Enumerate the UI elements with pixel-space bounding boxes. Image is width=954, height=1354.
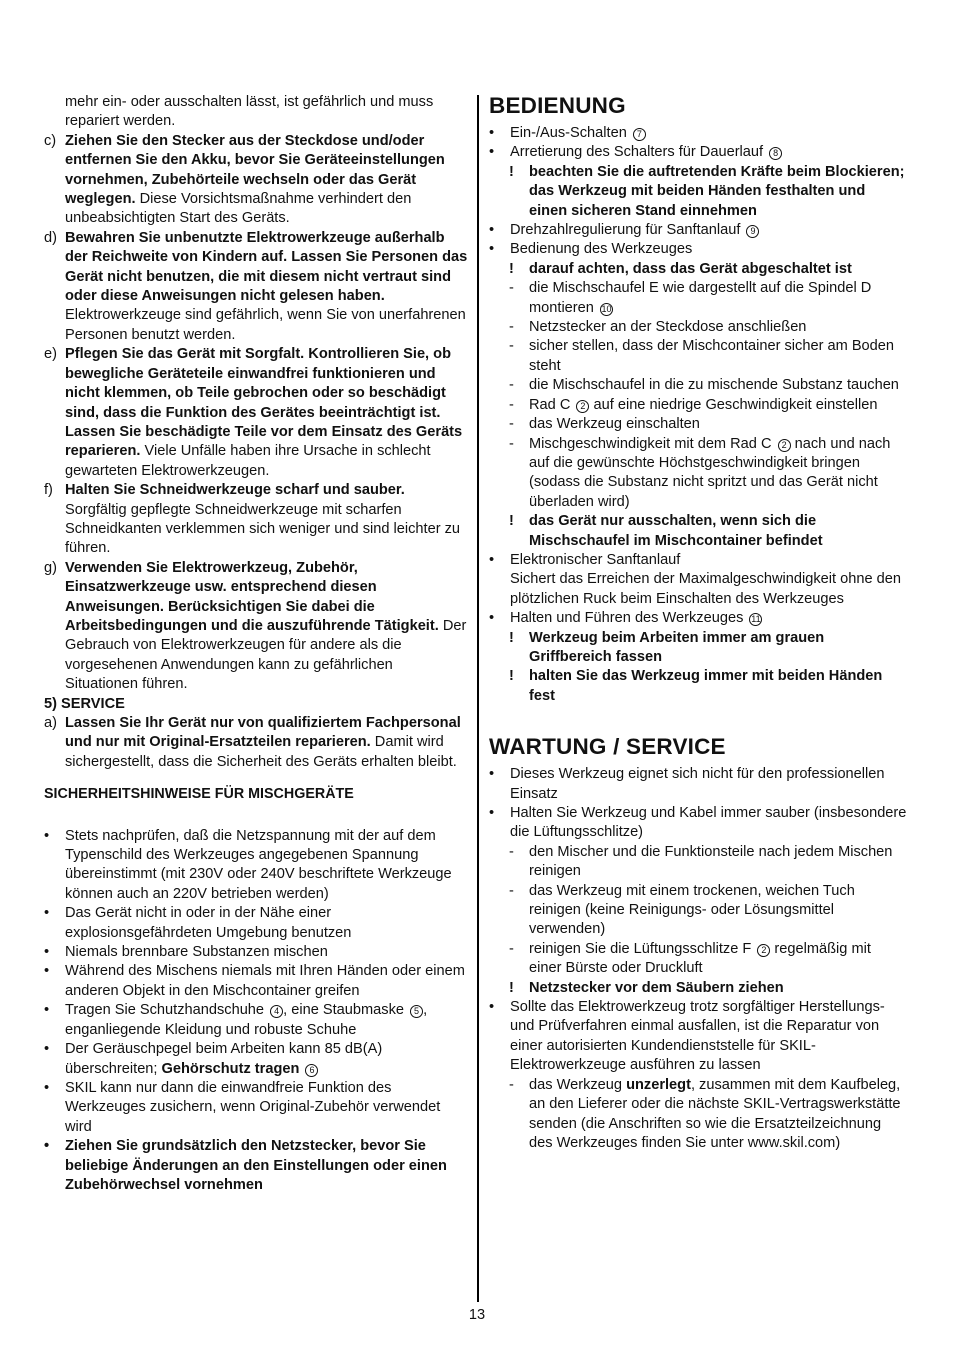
list-item: • Halten und Führen des Werkzeuges 11 <box>489 610 761 627</box>
section-title-bedienung: BEDIENUNG <box>489 93 626 118</box>
figure-ref-badge: 2 <box>757 944 770 957</box>
list-item-e: e) Pflegen Sie das Gerät mit Sorgfalt. Kontrollieren Sie, ob bewegliche Geräteteile einwandfrei funktionieren und nicht klemmen, ob Teile gebrochen oder so beschädigt sind, dass die Funktion des Gerätes beeinträchtigt ist. Lassen Sie beschädigte Teile vor dem Einsatz des Geräts reparieren. Viele Unfälle haben ihre Ursache in schlecht gewarteten Elektrowerkzeugen. <box>44 346 463 479</box>
list-item-f: f) Halten Sie Schneidwerkzeuge scharf und sauber. Sorgfältig gepflegte Schneidwerkzeuge mit scharfen Schneidkanten verklemmen sich weniger und sind leichter zu führen. <box>44 482 461 557</box>
list-item: • Während des Mischens niemals mit Ihren Händen oder einem anderen Objekt in den Mischcontainer greifen <box>44 963 465 999</box>
figure-ref-badge: 6 <box>305 1064 318 1077</box>
warning-item: ! halten Sie das Werkzeug immer mit beiden Händen fest <box>509 668 883 704</box>
service-heading: 5) SERVICE <box>44 695 125 712</box>
figure-ref-badge: 2 <box>778 439 791 452</box>
list-item: • Drehzahlregulierung für Sanftanlauf 9 <box>489 221 907 240</box>
dash-item: - Rad C 2 auf eine niedrige Geschwindigkeit einstellen <box>509 396 878 413</box>
figure-ref-badge: 10 <box>601 303 612 314</box>
mixer-safety-heading: SICHERHEITSHINWEISE FÜR MISCHGERÄTE <box>44 786 354 803</box>
figure-ref-badge: 9 <box>746 225 759 238</box>
figure-ref-badge: 7 <box>633 128 646 141</box>
list-item: • Stets nachprüfen, daß die Netzspannung mit der auf dem Typenschild des Werkzeuges angegebenen Spannung übereinstimmt (mit 230V oder 240V beschriftete Werkzeuge können auch an 220V betrieben werden) <box>44 827 452 902</box>
dash-item: - den Mischer und die Funktionsteile nach jedem Mischen reinigen <box>509 843 893 880</box>
dash-item: - Netzstecker an der Steckdose anschließen <box>509 319 807 336</box>
right-column <box>489 93 907 1153</box>
list-item: • Niemals brennbare Substanzen mischen <box>44 944 328 961</box>
warning-item: ! Werkzeug beim Arbeiten immer am grauen Griffbereich fassen <box>509 629 825 665</box>
page-number: 13 <box>468 1307 486 1323</box>
dash-item: - das Werkzeug mit einem trockenen, weichen Tuch reinigen (keine Reinigungs- oder Lösungsmittel verwenden) <box>509 882 855 938</box>
list-item: • Der Geräuschpegel beim Arbeiten kann 85 dB(A) überschreiten; Gehörschutz tragen 6 <box>44 1041 383 1077</box>
warning-item: ! darauf achten, dass das Gerät abgeschaltet ist <box>509 260 852 277</box>
figure-ref-badge: 4 <box>270 1005 283 1018</box>
list-item: • Elektronischer Sanftanlauf Sichert das Erreichen der Maximalgeschwindigkeit ohne den plötzlichen Ruck beim Einschalten des Werkzeuges <box>489 551 901 607</box>
dash-item: - die Mischschaufel in die zu mischende Substanz tauchen <box>509 377 899 394</box>
list-item-g: g) Verwenden Sie Elektrowerkzeug, Zubehör, Einsatzwerkzeuge usw. entsprechend diesen Anweisungen. Berücksichtigen Sie dabei die Arbeitsbedingungen und die auszuführende Tätigkeit. Der Gebrauch von Elektrowerkzeugen für andere als die vorgesehenen Anwendungen kann zu gefährlichen Situationen führen. <box>44 559 467 693</box>
figure-ref-badge: 5 <box>410 1005 423 1018</box>
section-title-wartung: WARTUNG / SERVICE <box>489 734 726 760</box>
list-item: • Ein-/Aus-Schalten 7 <box>489 124 907 143</box>
warning-item: ! beachten Sie die auftretenden Kräfte beim Blockieren; das Werkzeug mit beiden Händen festhalten und einen sicheren Stand einnehmen <box>509 163 905 219</box>
service-item-a: a) Lassen Sie Ihr Gerät nur von qualifiziertem Fachpersonal und nur mit Original-Ersatzteilen reparieren. Damit wird sichergestellt, dass die Sicherheit des Geräts erhalten bleibt. <box>44 715 461 770</box>
warning-item: ! das Gerät nur ausschalten, wenn sich die Mischschaufel im Mischcontainer befindet <box>509 513 823 549</box>
dash-item: - sicher stellen, dass der Mischcontainer sicher am Boden steht <box>509 338 895 374</box>
list-item: • Bedienung des Werkzeuges <box>489 241 693 258</box>
column-divider <box>477 95 479 1302</box>
figure-ref-badge: 8 <box>769 147 782 160</box>
warning-item: ! Netzstecker vor dem Säubern ziehen <box>509 979 784 996</box>
list-item: • Sollte das Elektrowerkzeug trotz sorgfältiger Herstellungs- und Prüfverfahren einmal ausfallen, ist die Reparatur von einer autorisierten Kundendienststelle für SKIL-Elektrowerkzeuge ausführen zu lassen <box>489 999 885 1074</box>
list-item: • Halten Sie Werkzeug und Kabel immer sauber (insbesondere die Lüftungsschlitze) <box>489 805 907 841</box>
dash-item: - das Werkzeug einschalten <box>509 416 700 433</box>
dash-item: - Mischgeschwindigkeit mit dem Rad C 2 nach und nach auf die gewünschte Höchstgeschwindigkeit bringen (sodass die Substanz nicht spritzt und das Gerät nicht überladen wird) <box>509 435 891 510</box>
figure-ref-badge: 11 <box>751 614 761 625</box>
list-item-c: c) Ziehen Sie den Stecker aus der Steckdose und/oder entfernen Sie den Akku, bevor Sie Geräteeinstellungen vornehmen, Zubehörteile wechseln oder das Gerät weglegen. Diese Vorsichtsmaßnahme verhindert den unbeabsichtigten Start des Geräts. <box>44 132 445 227</box>
list-item: • Dieses Werkzeug eignet sich nicht für den professionellen Einsatz <box>489 766 885 802</box>
list-item: • Arretierung des Schalters für Dauerlauf 8 <box>489 143 907 162</box>
dash-item: - die Mischschaufel E wie dargestellt auf die Spindel D montieren 10 <box>509 280 872 316</box>
list-item-d: d) Bewahren Sie unbenutzte Elektrowerkzeuge außerhalb der Reichweite von Kindern auf. Lassen Sie Personen das Gerät nicht benutzen, die mit diesem nicht vertraut sind oder diese Anweisungen nicht gelesen haben. Elektrowerkzeuge sind gefährlich, wenn Sie von unerfahrenen Personen benutzt werden. <box>44 229 468 343</box>
list-item: • Das Gerät nicht in oder in der Nähe einer explosionsgefährdeten Umgebung benutzen <box>44 905 352 941</box>
list-item: • SKIL kann nur dann die einwandfreie Funktion des Werkzeuges zusichern, wenn Original-Zubehör verwendet wird <box>44 1079 441 1135</box>
dash-item: - reinigen Sie die Lüftungsschlitze F 2 regelmäßig mit einer Bürste oder Druckluft <box>509 940 871 977</box>
dash-item: - das Werkzeug unzerlegt, zusammen mit dem Kaufbeleg, an den Lieferer oder die nächste SKIL-Vertragswerkstätte senden (die Anschriften so wie die Ersatzteilzeichnung des Werkzeuges finden Sie unter www.skil.com) <box>509 1076 901 1151</box>
left-column <box>44 93 468 1195</box>
intro-continuation: mehr ein- oder ausschalten lässt, ist gefährlich und muss repariert werden. <box>65 94 434 130</box>
list-item: • Ziehen Sie grundsätzlich den Netzstecker, bevor Sie beliebige Änderungen an den Einstellungen oder einen Zubehörwechsel vornehmen <box>44 1138 447 1193</box>
list-item: • Tragen Sie Schutzhandschuhe 4 , eine Staubmaske 5 , enganliegende Kleidung und robuste Schuhe <box>44 1002 428 1038</box>
figure-ref-badge: 2 <box>576 400 589 413</box>
